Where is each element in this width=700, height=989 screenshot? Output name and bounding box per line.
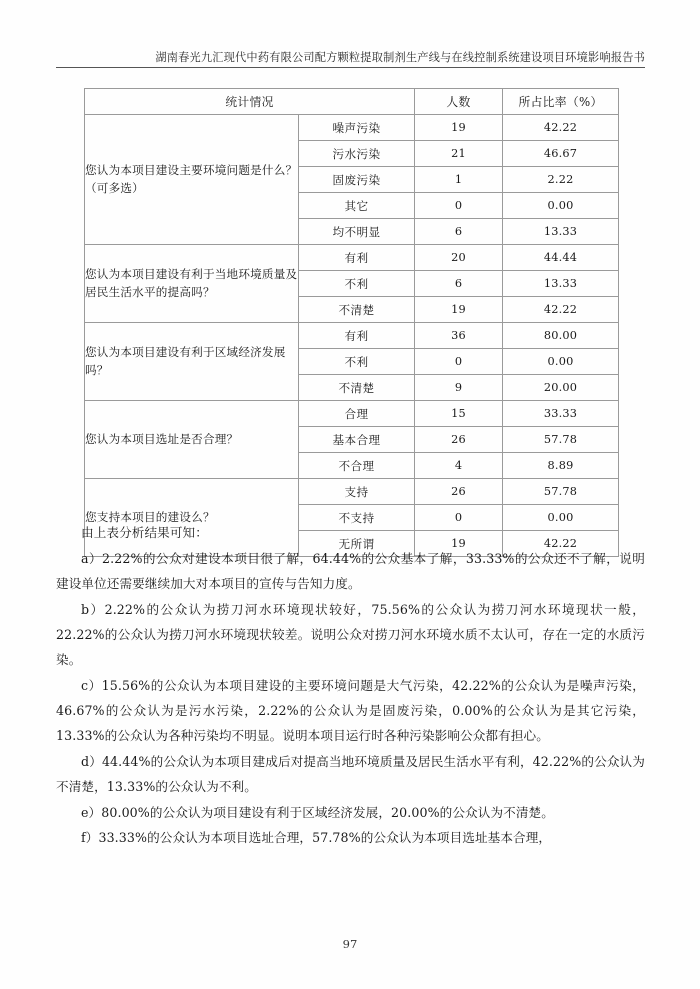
percent-cell: 2.22 (503, 167, 619, 193)
percent-cell: 57.78 (503, 479, 619, 505)
option-cell: 不利 (299, 349, 415, 375)
option-cell: 固废污染 (299, 167, 415, 193)
percent-cell: 8.89 (503, 453, 619, 479)
percent-cell: 42.22 (503, 531, 619, 557)
option-cell: 支持 (299, 479, 415, 505)
table-row (85, 245, 619, 271)
question-cell: 您支持本项目的建设么？ (85, 479, 299, 557)
count-cell: 19 (415, 297, 503, 323)
analysis-paragraph: f）33.33%的公众认为本项目选址合理，57.78%的公众认为本项目选址基本合理， (81, 830, 552, 846)
count-cell: 4 (415, 453, 503, 479)
option-cell: 均不明显 (299, 219, 415, 245)
analysis-lead: 由上表分析结果可知： (81, 525, 208, 540)
percent-cell: 33.33 (503, 401, 619, 427)
analysis-paragraph: d）44.44%的公众认为本项目建成后对提高当地环境质量及居民生活水平有利，42.22%的公众认为不清楚，13.33%的公众认为不利。 (56, 753, 645, 794)
column-header-percent: 所占比率（%） (503, 89, 619, 115)
count-cell: 36 (415, 323, 503, 349)
count-cell: 0 (415, 193, 503, 219)
count-cell: 0 (415, 349, 503, 375)
question-cell: 您认为本项目建设有利于当地环境质量及居民生活水平的提高吗？ (85, 245, 299, 323)
question-cell: 您认为本项目建设有利于区域经济发展吗？ (85, 323, 299, 401)
count-cell: 26 (415, 479, 503, 505)
count-cell: 6 (415, 271, 503, 297)
page-number: 97 (342, 937, 358, 951)
table-row (85, 401, 619, 427)
percent-cell: 44.44 (503, 245, 619, 271)
percent-cell: 42.22 (503, 115, 619, 141)
option-cell: 合理 (299, 401, 415, 427)
count-cell: 0 (415, 505, 503, 531)
percent-cell: 0.00 (503, 505, 619, 531)
percent-cell: 46.67 (503, 141, 619, 167)
percent-cell: 13.33 (503, 271, 619, 297)
option-cell: 无所谓 (299, 531, 415, 557)
count-cell: 15 (415, 401, 503, 427)
count-cell: 21 (415, 141, 503, 167)
option-cell: 不清楚 (299, 297, 415, 323)
analysis-paragraphs (56, 546, 645, 851)
option-cell: 基本合理 (299, 427, 415, 453)
percent-cell: 42.22 (503, 297, 619, 323)
option-cell: 噪声污染 (299, 115, 415, 141)
table-body (85, 115, 619, 557)
percent-cell: 80.00 (503, 323, 619, 349)
running-header (0, 46, 700, 65)
header-title: 湖南春光九汇现代中药有限公司配方颗粒提取制剂生产线与在线控制系统建设项目环境影响报告书 (155, 51, 645, 64)
count-cell: 19 (415, 115, 503, 141)
survey-statistics-table (84, 88, 619, 557)
option-cell: 其它 (299, 193, 415, 219)
percent-cell: 0.00 (503, 193, 619, 219)
option-cell: 不清楚 (299, 375, 415, 401)
percent-cell: 0.00 (503, 349, 619, 375)
table-header-row (85, 89, 619, 115)
count-cell: 20 (415, 245, 503, 271)
option-cell: 有利 (299, 323, 415, 349)
count-cell: 26 (415, 427, 503, 453)
analysis-paragraph: c）15.56%的公众认为本项目建设的主要环境问题是大气污染，42.22%的公众认为是噪声污染，46.67%的公众认为是污水污染，2.22%的公众认为是固废污染，0.00%的公众认为是其它污染，13.33%的公众认为各种污染均不明显。说明本项目运行时各种污染影响公众都有担心。 (56, 677, 645, 743)
table-row (85, 115, 619, 141)
table-row (85, 479, 619, 505)
question-cell: 您认为本项目选址是否合理？ (85, 401, 299, 479)
analysis-paragraph: e）80.00%的公众认为项目建设有利于区域经济发展，20.00%的公众认为不清楚。 (81, 804, 554, 820)
option-cell: 污水污染 (299, 141, 415, 167)
option-cell: 不利 (299, 271, 415, 297)
table-row (85, 323, 619, 349)
percent-cell: 57.78 (503, 427, 619, 453)
option-cell: 有利 (299, 245, 415, 271)
count-cell: 6 (415, 219, 503, 245)
count-cell: 9 (415, 375, 503, 401)
count-cell: 1 (415, 167, 503, 193)
option-cell: 不合理 (299, 453, 415, 479)
table-header (85, 89, 619, 115)
analysis-paragraph: b）2.22%的公众认为捞刀河水环境现状较好，75.56%的公众认为捞刀河水环境现状一般，22.22%的公众认为捞刀河水环境现状较差。说明公众对捞刀河水环境水质不太认可，存在一定的水质污染。 (56, 601, 645, 667)
question-cell: 您认为本项目建设主要环境问题是什么？（可多选） (85, 115, 299, 245)
analysis-text-block (56, 520, 645, 851)
count-cell: 19 (415, 531, 503, 557)
analysis-paragraph: a）2.22%的公众对建设本项目很了解，64.44%的公众基本了解，33.33%的公众还不了解，说明建设单位还需要继续加大对本项目的宣传与告知力度。 (56, 550, 645, 591)
column-header-statistics: 统计情况 (85, 89, 415, 115)
percent-cell: 13.33 (503, 219, 619, 245)
option-cell: 不支持 (299, 505, 415, 531)
column-header-count: 人数 (415, 89, 503, 115)
percent-cell: 20.00 (503, 375, 619, 401)
header-rule (56, 67, 645, 68)
